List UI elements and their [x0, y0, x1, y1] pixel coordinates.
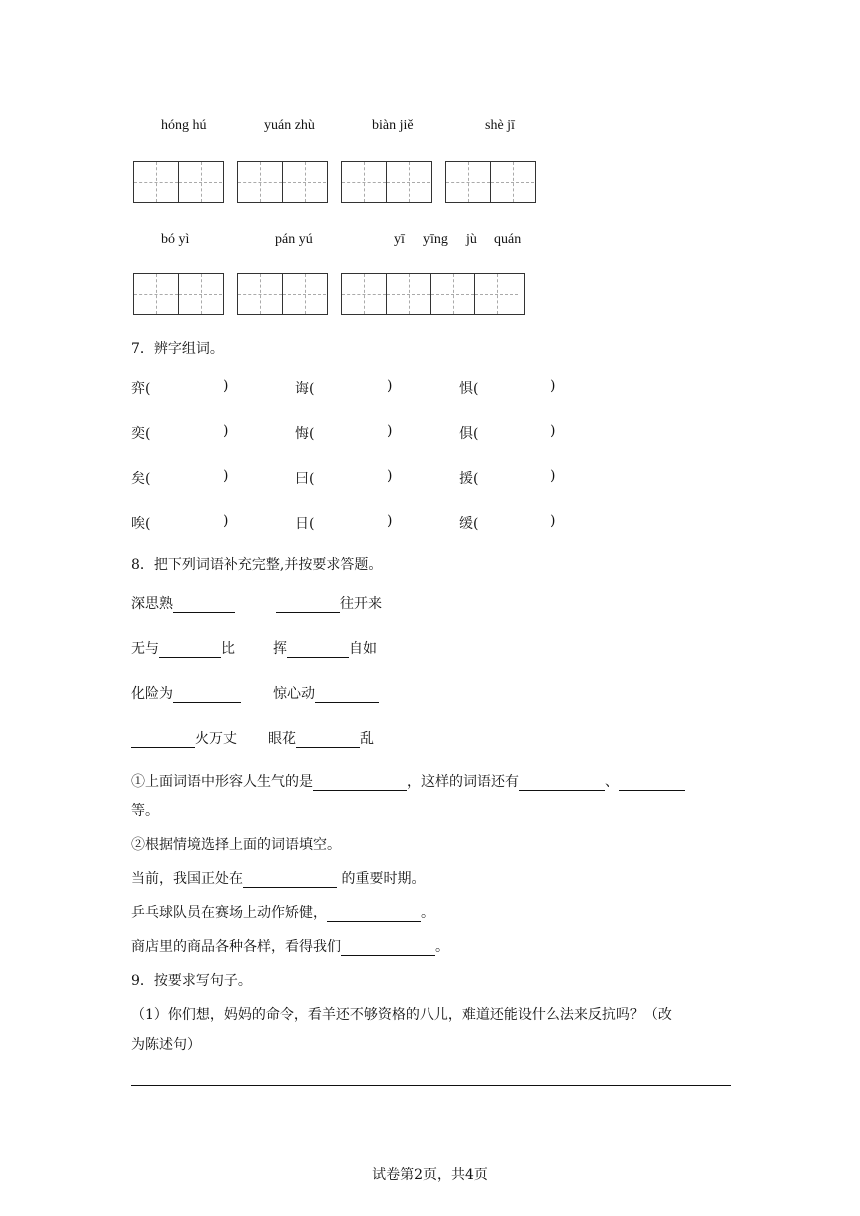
sentence-text: 乒乓球队员在赛场上动作矫健， — [131, 905, 327, 921]
answer-blank[interactable] — [296, 733, 360, 748]
answer-line[interactable] — [131, 1085, 731, 1086]
paren-close: ) — [387, 423, 393, 439]
question-7-title: 7．辨字组词。 — [131, 341, 224, 357]
answer-blank[interactable] — [243, 873, 337, 888]
writing-grid[interactable] — [133, 161, 224, 203]
char-prompt: 缓( — [459, 516, 479, 532]
question-9-item-1: （1）你们想，妈妈的命令，看羊还不够资格的八儿，难道还能设什么法来反抗吗？（改 — [131, 1007, 672, 1023]
char-prompt: 诲( — [295, 381, 315, 397]
writing-grid[interactable] — [237, 161, 328, 203]
paren-close: ) — [387, 468, 393, 484]
question-9-item-1-cont: 为陈述句） — [131, 1037, 201, 1053]
paren-close: ) — [387, 378, 393, 394]
answer-blank[interactable] — [276, 598, 340, 613]
idiom-row — [131, 683, 241, 703]
answer-blank[interactable] — [173, 688, 241, 703]
idiom-row — [131, 593, 235, 613]
pinyin-label: yī — [394, 232, 405, 247]
char-prompt: 悔( — [295, 426, 315, 442]
writing-grid[interactable] — [237, 273, 328, 315]
char-prompt: 日( — [295, 516, 315, 532]
idiom-text: 无与 — [131, 641, 159, 657]
sub-question-1 — [131, 771, 685, 791]
writing-grid[interactable] — [341, 161, 432, 203]
idiom-text: 挥 — [273, 641, 287, 657]
pinyin-label: bó yì — [161, 232, 190, 247]
pinyin-label: yuán zhù — [264, 118, 315, 133]
writing-grid[interactable] — [133, 273, 224, 315]
paren-close: ) — [223, 513, 229, 529]
pinyin-label: jù — [466, 232, 477, 247]
char-prompt: 曰( — [295, 471, 315, 487]
question-8-title: 8．把下列词语补充完整,并按要求答题。 — [131, 557, 383, 573]
answer-blank[interactable] — [341, 941, 435, 956]
answer-blank[interactable] — [519, 776, 605, 791]
pinyin-label: yīng — [423, 232, 448, 247]
idiom-text: 眼花 — [268, 731, 296, 747]
idiom-row — [273, 683, 379, 703]
char-prompt: 矣( — [131, 471, 151, 487]
idiom-row — [268, 728, 374, 748]
sub-question-text: ①上面词语中形容人生气的是 — [131, 774, 313, 790]
pinyin-label: hóng hú — [161, 118, 207, 133]
pinyin-label: pán yú — [275, 232, 313, 247]
sub-question-text: ，这样的词语还有 — [407, 774, 519, 790]
paren-close: ) — [550, 423, 556, 439]
answer-blank[interactable] — [327, 907, 421, 922]
paren-close: ) — [223, 378, 229, 394]
question-9-title: 9．按要求写句子。 — [131, 973, 252, 989]
paren-close: ) — [387, 513, 393, 529]
sentence-text: 商店里的商品各种各样，看得我们 — [131, 939, 341, 955]
idiom-text: 化险为 — [131, 686, 173, 702]
char-prompt: 惧( — [459, 381, 479, 397]
char-prompt: 唉( — [131, 516, 151, 532]
idiom-text: 比 — [221, 641, 235, 657]
idiom-text: 往开来 — [340, 596, 382, 612]
idiom-text: 深思熟 — [131, 596, 173, 612]
char-prompt: 援( — [459, 471, 479, 487]
answer-blank[interactable] — [173, 598, 235, 613]
sentence-text: 。 — [421, 905, 435, 921]
answer-blank[interactable] — [619, 776, 685, 791]
answer-blank[interactable] — [313, 776, 407, 791]
sentence-text: 。 — [435, 939, 449, 955]
idiom-text: 惊心动 — [273, 686, 315, 702]
pinyin-label: biàn jiě — [372, 118, 414, 133]
paren-close: ) — [223, 423, 229, 439]
char-prompt: 俱( — [459, 426, 479, 442]
idiom-row — [273, 638, 377, 658]
context-sentence — [131, 936, 449, 956]
pinyin-label: shè jī — [485, 118, 515, 133]
idiom-text: 乱 — [360, 731, 374, 747]
pinyin-label: quán — [494, 232, 522, 247]
char-prompt: 奕( — [131, 426, 151, 442]
answer-blank[interactable] — [131, 733, 195, 748]
writing-grid[interactable] — [341, 273, 525, 315]
writing-grid[interactable] — [445, 161, 536, 203]
idiom-text: 自如 — [349, 641, 377, 657]
sub-question-text: 、 — [605, 774, 619, 790]
idiom-row — [276, 593, 382, 613]
idiom-row — [131, 638, 235, 658]
paren-close: ) — [550, 378, 556, 394]
idiom-row — [131, 728, 237, 748]
answer-blank[interactable] — [287, 643, 349, 658]
answer-blank[interactable] — [159, 643, 221, 658]
sentence-text: 当前，我国正处在 — [131, 871, 243, 887]
sub-question-2-title: ②根据情境选择上面的词语填空。 — [131, 837, 341, 853]
sentence-text: 的重要时期。 — [337, 871, 426, 887]
paren-close: ) — [550, 513, 556, 529]
idiom-text: 火万丈 — [195, 731, 237, 747]
context-sentence — [131, 902, 435, 922]
paren-close: ) — [223, 468, 229, 484]
paren-close: ) — [550, 468, 556, 484]
char-prompt: 弈( — [131, 381, 151, 397]
page-footer: 试卷第2页，共4页 — [372, 1167, 488, 1183]
context-sentence — [131, 868, 425, 888]
answer-blank[interactable] — [315, 688, 379, 703]
sub-question-1-end: 等。 — [131, 803, 159, 819]
